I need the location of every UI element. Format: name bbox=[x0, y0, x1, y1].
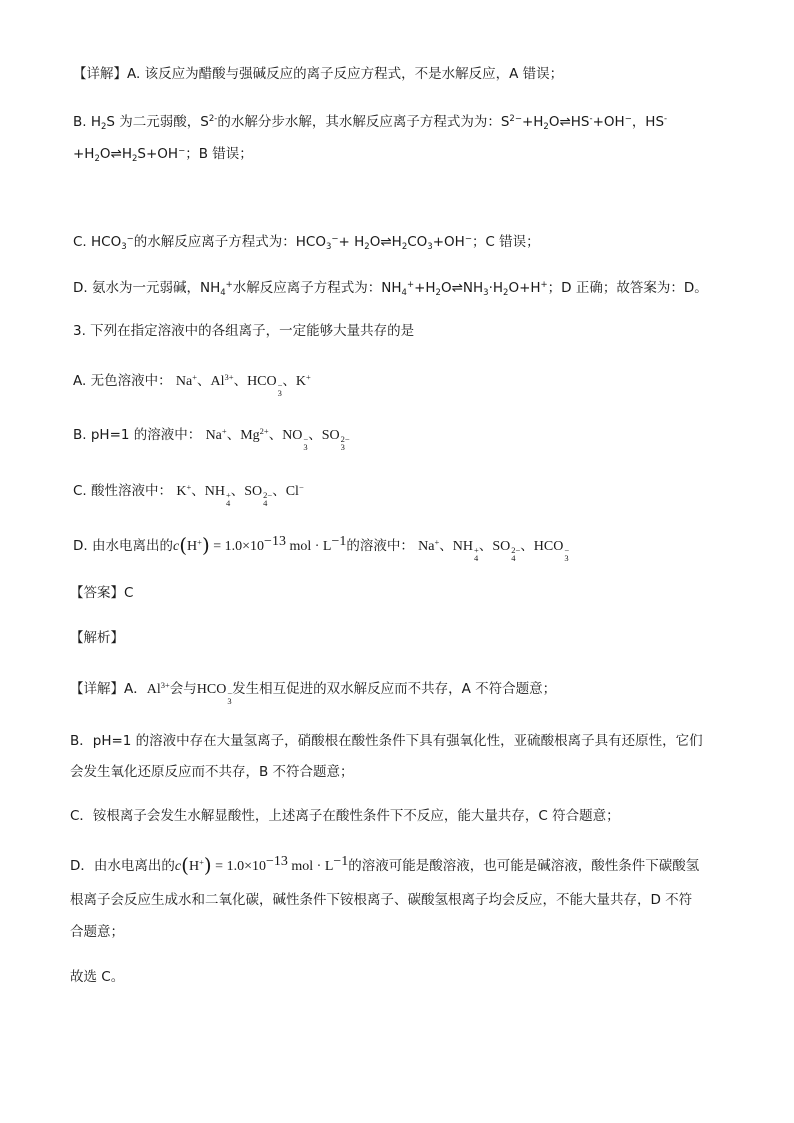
detail-line-8: 故选 C。 bbox=[70, 969, 125, 985]
option-d: D. 由水电离出的$c(H^+) = 1.0\times 10^{-13}$ mol · $L^{-1}$的溶液中： Na+、NH + 4 、SO 2− 4 、HCO − 3 bbox=[73, 533, 570, 563]
answer-line bbox=[70, 583, 133, 603]
answer-tag: 【答案】 bbox=[70, 585, 124, 601]
explanation-line-3: $+H_2O\rightleftharpoons H_2S+OH^-$；B 错误； bbox=[73, 146, 253, 164]
option-a: A. 无色溶液中： Na+、$Al^{3+}$、HCO − 3 、K+ bbox=[73, 372, 311, 398]
option-b: B. pH=1 的溶液中： Na+、$Mg^{2+}$、NO − 3 、SO 2− 3 bbox=[73, 426, 350, 452]
question-3: 3. 下列在指定溶液中的各组离子，一定能够大量共存的是 bbox=[73, 323, 415, 339]
detail-line-3: 会发生氧化还原反应而不共存，B 不符合题意； bbox=[70, 764, 354, 780]
detail-line-2: B．pH=1 的溶液中存在大量氢离子，硝酸根在酸性条件下具有强氧化性，亚硫酸根离子具有还原性，它们 bbox=[70, 733, 703, 749]
detail-line-6: 根离子会反应生成水和二氧化碳，碱性条件下铵根离子、碳酸氢根离子均会反应，不能大量共存，D 不符 bbox=[70, 892, 693, 908]
explanation-line-1: 【详解】A. 该反应为醋酸与强碱反应的离子反应方程式，不是水解反应，A 错误； bbox=[73, 66, 564, 82]
explanation-line-2: B. $H_2S$ 为二元弱酸，$S^{2-}$的水解分步水解，其水解反应离子方程式为为：$S^{2-}+H_2O\rightleftharpoons HS^-+OH^-$，HS- bbox=[73, 114, 668, 132]
detail-line-7: 合题意； bbox=[70, 924, 124, 940]
answer-value: C bbox=[124, 585, 134, 601]
option-c: C. 酸性溶液中： K+、NH + 4 、SO 2− 4 、Cl− bbox=[73, 482, 304, 508]
analysis-tag: 【解析】 bbox=[70, 630, 124, 646]
detail-line-5: D．由水电离出的$c(H^+) = 1.0\times 10^{-13}$ mol · $L^{-1}$的溶液可能是酸溶液，也可能是碱溶液，酸性条件下碳酸氢 bbox=[70, 853, 700, 877]
explanation-line-5: D. 氨水为一元弱碱，$NH_4^+$水解反应离子方程式为：$NH_4^++H_2O\rightleftharpoons NH_3\cdot H_2O+H^+$；D 正确；故答案为：D。 bbox=[73, 280, 708, 298]
explanation-line-4: C. $HCO_3^-$的水解反应离子方程式为：$HCO_3^-+$ $H_2O\rightleftharpoons H_2CO_3+OH^-$；C 错误； bbox=[73, 234, 540, 252]
detail-line-1: 【详解】A．$Al^{3+}$会与HCO − 3 发生相互促进的双水解反应而不共存，A 不符合题意； bbox=[70, 680, 557, 706]
detail-line-4: C．铵根离子会发生水解显酸性，上述离子在酸性条件下不反应，能大量共存，C 符合题意； bbox=[70, 808, 620, 824]
